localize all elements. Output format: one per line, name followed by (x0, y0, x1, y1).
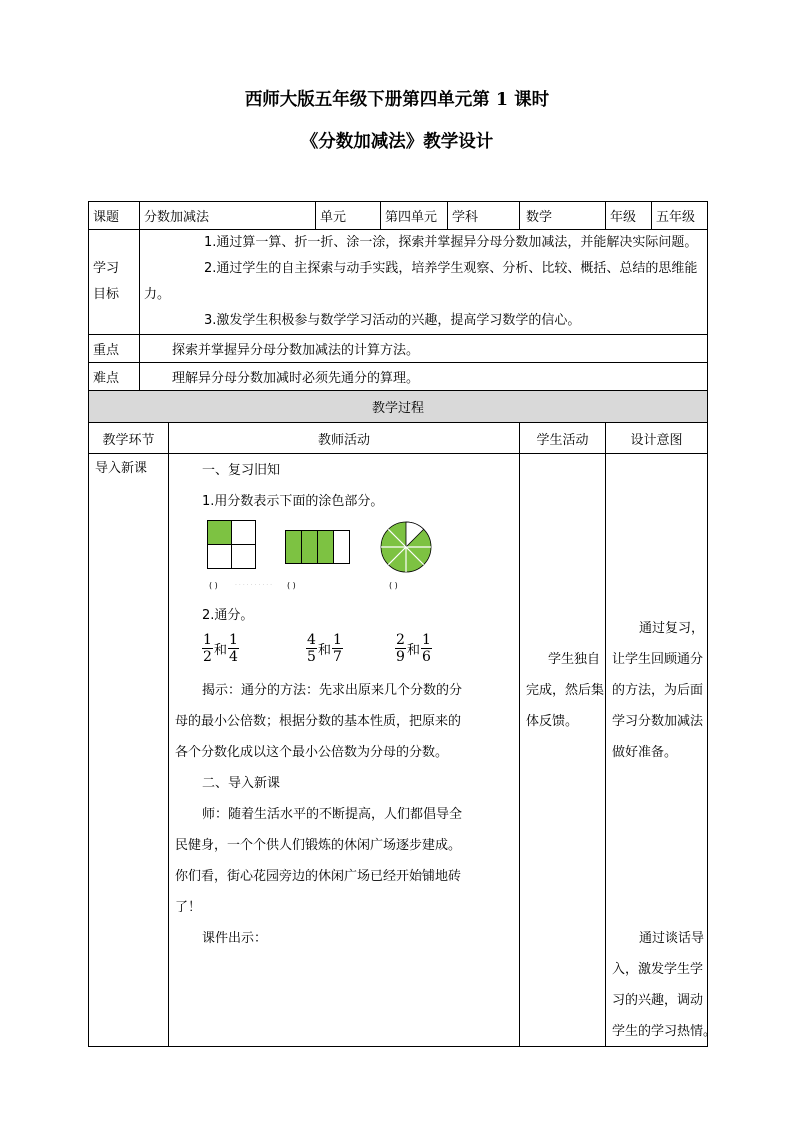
goals-label (89, 230, 140, 335)
grade-label: 年级 (606, 202, 652, 230)
subject-value: 数学 (520, 202, 606, 230)
design-intent-cell (606, 454, 717, 1047)
answer-blank-1: ( ) (209, 581, 218, 590)
square-part (232, 521, 256, 545)
subject-label: 学科 (448, 202, 520, 230)
difficulty-label: 难点 (89, 363, 140, 391)
fraction: $\frac{4}{5}$ (307, 632, 316, 665)
unit-label: 单元 (316, 202, 381, 230)
rect-shaded-part (286, 531, 302, 564)
fraction: $\frac{1}{7}$ (333, 632, 342, 665)
courseware-label: 课件出示： (202, 931, 268, 946)
fraction: $\frac{1}{4}$ (229, 632, 238, 665)
intent-a-line-1: 通过复习， (639, 621, 705, 636)
topic-value: 分数加减法 (140, 202, 316, 230)
stage-label: 导入新课 (95, 461, 148, 476)
fraction: $\frac{1}{6}$ (422, 632, 431, 665)
student-line-1: 学生独自 (548, 652, 601, 667)
intent-a-line-5: 做好准备。 (612, 745, 678, 760)
lesson-plan-table (88, 201, 717, 1047)
circle-figure (379, 520, 433, 574)
reveal-line-2: 母的最小公倍数；根据分数的基本性质，把原来的 (175, 714, 462, 729)
reveal-line-3: 各个分数化成以这个最小公倍数为分母的分数。 (175, 745, 449, 760)
intro-line-4: 了！ (175, 900, 202, 915)
reveal-line-1: 揭示：通分的方法：先求出原来几个分数的分 (202, 683, 463, 698)
fraction-pair-3: $\frac{2}{9}$ 和 $\frac{1}{6}$ (396, 632, 431, 665)
section-review: 一、复习旧知 (202, 463, 281, 478)
intent-b-line-3: 习的兴趣，调动 (612, 993, 704, 1008)
square-shaded-part (208, 521, 232, 545)
header-intent: 设计意图 (606, 423, 708, 454)
key-point-label: 重点 (89, 335, 140, 363)
student-line-2: 完成，然后集 (526, 683, 605, 698)
answer-blank-3: ( ) (389, 581, 398, 590)
goals-label-line1: 学习 (93, 261, 120, 276)
fraction: $\frac{1}{2}$ (203, 632, 212, 665)
doc-title-line1: 西师大版五年级下册第四单元第 1 课时 (244, 90, 550, 110)
square-figure (207, 520, 257, 570)
dotted-separator: ·········· (235, 582, 275, 589)
key-point-text: 探索并掌握异分母分数加减法的计算方法。 (140, 335, 708, 363)
student-activity-cell (520, 454, 606, 1047)
square-part (232, 545, 256, 569)
section-intro: 二、导入新课 (202, 776, 281, 791)
fraction-pair-2: $\frac{4}{5}$ 和 $\frac{1}{7}$ (307, 632, 342, 665)
stage-cell (89, 454, 169, 1047)
intro-line-1: 师：随着生活水平的不断提高，人们都倡导全 (202, 807, 463, 822)
rectangle-figure (285, 530, 351, 566)
topic-label: 课题 (89, 202, 140, 230)
intro-line-2: 民健身，一个个供人们锻炼的休闲广场逐步建成。 (175, 838, 462, 853)
grade-value: 五年级 (652, 202, 708, 230)
header-stage: 教学环节 (89, 423, 169, 454)
student-line-3: 体反馈。 (526, 714, 579, 729)
goals-content (140, 230, 708, 335)
rect-shaded-part (318, 531, 334, 564)
answer-blank-2: ( ) (287, 581, 296, 590)
difficulty-text: 理解异分母分数加减时必须先通分的算理。 (140, 363, 708, 391)
fraction-pair-1: $\frac{1}{2}$ 和 $\frac{1}{4}$ (203, 632, 238, 665)
rect-shaded-part (302, 531, 318, 564)
unit-value: 第四单元 (381, 202, 448, 230)
goals-label-line2: 目标 (93, 287, 120, 302)
process-title: 教学过程 (89, 391, 708, 423)
header-student: 学生活动 (520, 423, 606, 454)
header-teacher: 教师活动 (169, 423, 520, 454)
intent-a-line-2: 让学生回顾通分 (612, 652, 704, 667)
intent-b-line-4: 学生的学习热情。 (612, 1024, 717, 1039)
goal-item-3: 3.激发学生积极参与数学学习活动的兴趣，提高学习数学的信心。 (204, 313, 581, 328)
question-1: 1.用分数表示下面的涂色部分。 (202, 494, 384, 509)
teacher-activity-cell (169, 454, 520, 1047)
fraction: $\frac{2}{9}$ (396, 632, 405, 665)
rect-part (334, 531, 350, 564)
goal-item-2: 2.通过学生的自主探索与动手实践，培养学生观察、分析、比较、概括、总结的思维能力。 (144, 261, 698, 302)
intro-line-3: 你们看，街心花园旁边的休闲广场已经开始铺地砖 (175, 869, 462, 884)
intent-b-line-2: 入，激发学生学 (612, 962, 704, 977)
intent-a-line-4: 学习分数加减法 (612, 714, 704, 729)
intent-b-line-1: 通过谈话导 (639, 931, 705, 946)
goal-item-1: 1.通过算一算、折一折、涂一涂，探索并掌握异分母分数加减法，并能解决实际问题。 (204, 235, 698, 250)
intent-a-line-3: 的方法，为后面 (612, 683, 704, 698)
question-2: 2.通分。 (202, 608, 254, 623)
square-part (208, 545, 232, 569)
doc-title-line2: 《分数加减法》教学设计 (300, 132, 494, 152)
